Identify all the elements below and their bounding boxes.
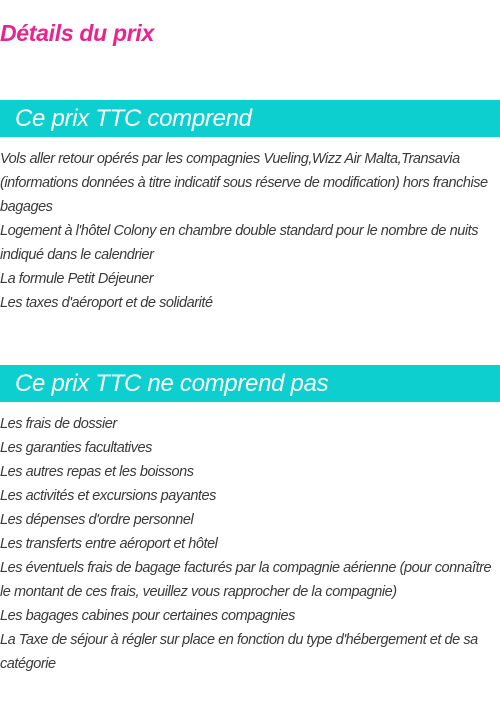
- excludes-heading: Ce prix TTC ne comprend pas: [0, 365, 500, 402]
- list-item: Les bagages cabines pour certaines compagnies: [0, 608, 295, 624]
- excludes-list: [0, 412, 500, 676]
- includes-list: [0, 147, 500, 315]
- list-item: Les frais de dossier: [0, 416, 117, 432]
- list-item: Vols aller retour opérés par les compagnies Vueling,Wizz Air Malta,Transavia (informations données à titre indicatif sous réserve de modification) hors franchise bagages: [0, 151, 488, 215]
- list-item: La Taxe de séjour à régler sur place en fonction du type d'hébergement et de sa catégorie: [0, 632, 478, 672]
- list-item: Les taxes d'aéroport et de solidarité: [0, 295, 213, 311]
- list-item: Les garanties facultatives: [0, 440, 152, 456]
- list-item: Les dépenses d'ordre personnel: [0, 512, 194, 528]
- list-item: Les transferts entre aéroport et hôtel: [0, 536, 218, 552]
- list-item: La formule Petit Déjeuner: [0, 271, 154, 287]
- includes-heading: Ce prix TTC comprend: [0, 100, 500, 137]
- page-title: Détails du prix: [0, 20, 154, 46]
- list-item: Logement à l'hôtel Colony en chambre double standard pour le nombre de nuits indiqué dans le calendrier: [0, 223, 479, 263]
- list-item: Les éventuels frais de bagage facturés par la compagnie aérienne (pour connaître le montant de ces frais, veuillez vous rapprocher de la compagnie): [0, 560, 492, 600]
- list-item: Les autres repas et les boissons: [0, 464, 194, 480]
- list-item: Les activités et excursions payantes: [0, 488, 216, 504]
